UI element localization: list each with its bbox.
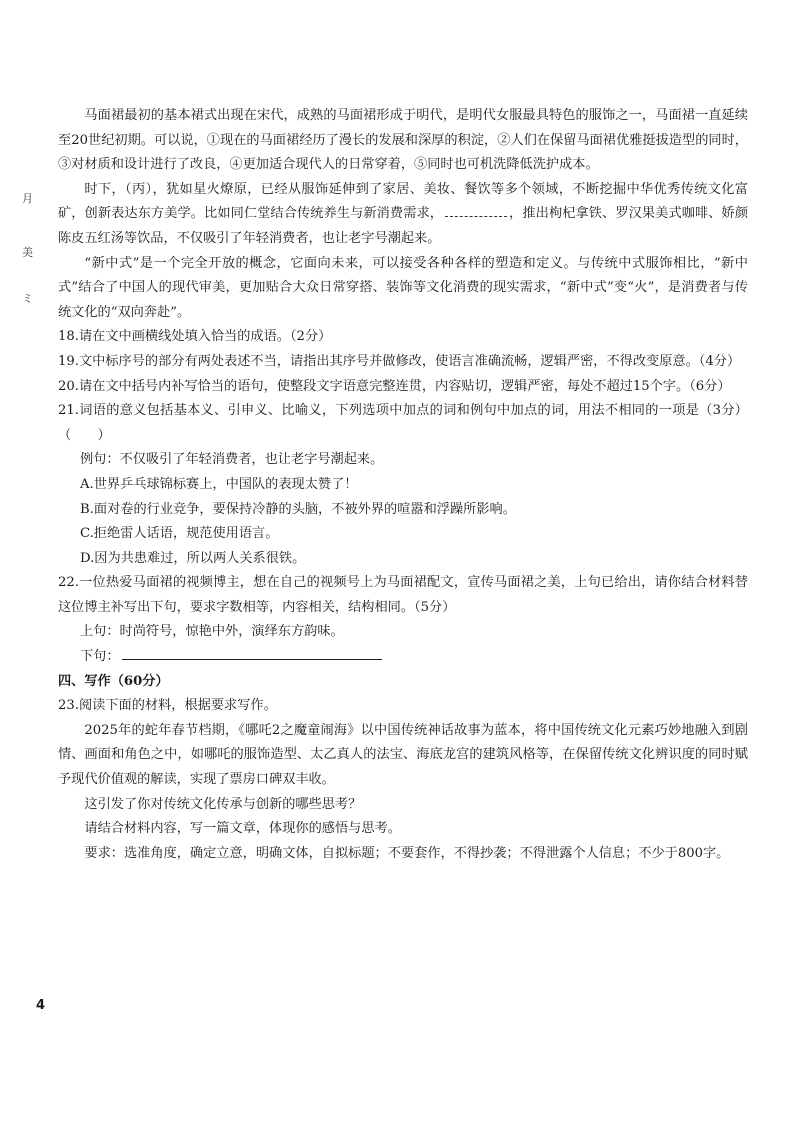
- question-21-option-d: D.因为共患难过，所以两人关系很铁。: [80, 550, 306, 566]
- question-21: 21.词语的意义包括基本义、引申义、比喻义，下列选项中加点的词和例句中加点的词，用法不相同的一项是（3分）（ ）: [58, 403, 748, 443]
- question-21-option-c: C.拒绝雷人话语，规范使用语言。: [80, 526, 279, 542]
- question-19: 19.文中标序号的部分有两处表述不当，请指出其序号并做修改，使语言准确流畅，逻辑严密，不得改变原意。（4分）: [58, 353, 741, 369]
- question-23: 23.阅读下面的材料，根据要求写作。: [58, 698, 277, 714]
- section-title-writing: 四、写作（60分）: [58, 673, 169, 689]
- question-21-option-b: B.面对卷的行业竞争，要保持冷静的头脑，不被外界的喧嚣和浮躁所影响。: [80, 501, 516, 517]
- writing-requirements: 要求：选准角度，确定立意，明确文体，自拟标题；不要套作，不得抄袭；不得泄露个人信息；不少于800字。: [84, 845, 730, 861]
- margin-mark-2: 美: [22, 246, 33, 259]
- margin-mark-3: ミ: [22, 292, 33, 305]
- idiom-blank[interactable]: [445, 204, 507, 217]
- passage-paragraph-2-end: ，推出枸杞拿铁、罗汉果美式咖啡、娇颜陈皮五红汤等饮品，不仅吸引了年轻消费者，也让老字号潮起来。: [58, 206, 749, 246]
- writing-material: 2025年的蛇年春节档期，《哪吒2之魔童闹海》以中国传统神话故事为蓝本，将中国传统文化元素巧妙地融入到剧情、画面和角色之中，如哪吒的服饰造型、太乙真人的法宝、海底龙宫的建筑风格等，在保留传统文化辨识度的同时赋予现代价值观的解读，实现了票房口碑双丰收。: [58, 722, 748, 788]
- page-content: [58, 104, 748, 866]
- question-22: 22.一位热爱马面裙的视频博主，想在自己的视频号上为马面裙配文，宣传马面裙之美，上句已给出，请你结合材料替这位博主补写出下句，要求字数相等，内容相关，结构相同。（5分）: [58, 575, 748, 615]
- answer-blank-line[interactable]: [122, 645, 382, 660]
- question-21-option-a: A.世界乒乓球锦标赛上，中国队的表现太赞了！: [80, 476, 358, 492]
- passage-paragraph-2-start: 时下，（丙），犹如星火燎原，已经从服饰延伸到了家居、美妆、餐饮等多个领域，不断挖掘中华优秀传统文化富矿，创新表达东方美学。比如同仁堂结合传统养生与新消费需求，: [58, 181, 748, 222]
- passage-paragraph-2: [58, 178, 748, 252]
- passage-paragraph-3: “新中式”是一个完全开放的概念，它面向未来，可以接受各种各样的塑造和定义。与传统中式服饰相比，“新中式”结合了中国人的现代审美，更加贴合大众日常穿搭、装饰等文化消费的现实需求，“新中式”变“火”，是消费者与传统文化的“双向奔赴”。: [58, 255, 748, 320]
- question-22-lower-line: [80, 645, 748, 670]
- question-18: 18.请在文中画横线处填入恰当的成语。（2分）: [58, 329, 332, 345]
- passage-paragraph-1: 马面裙最初的基本裙式出现在宋代，成熟的马面裙形成于明代，是明代女服最具特色的服饰之一，马面裙一直延续至20世纪初期。可以说，①现在的马面裙经历了漫长的发展和深厚的积淀，②人们在保留马面裙优雅挺拔造型的同时，③对材质和设计进行了改良，④更加适合现代人的日常穿着，⑤同时也可机洗降低洗护成本。: [58, 108, 748, 173]
- question-22-lower-label: 下句：: [80, 649, 120, 665]
- page-number: 4: [36, 998, 46, 1013]
- question-21-example: 例句：不仅吸引了年轻消费者，也让老字号潮起来。: [80, 452, 384, 468]
- writing-prompt-2: 请结合材料内容，写一篇文章，体现你的感悟与思考。: [84, 821, 401, 837]
- question-22-upper-line: 上句：时尚符号，惊艳中外，演绎东方韵味。: [80, 624, 344, 640]
- question-20: 20.请在文中括号内补写恰当的语句，使整段文字语意完整连贯，内容贴切，逻辑严密，每处不超过15个字。（6分）: [58, 378, 731, 394]
- margin-mark-1: 月: [22, 192, 33, 205]
- writing-prompt-1: 这引发了你对传统文化传承与创新的哪些思考？: [84, 796, 362, 812]
